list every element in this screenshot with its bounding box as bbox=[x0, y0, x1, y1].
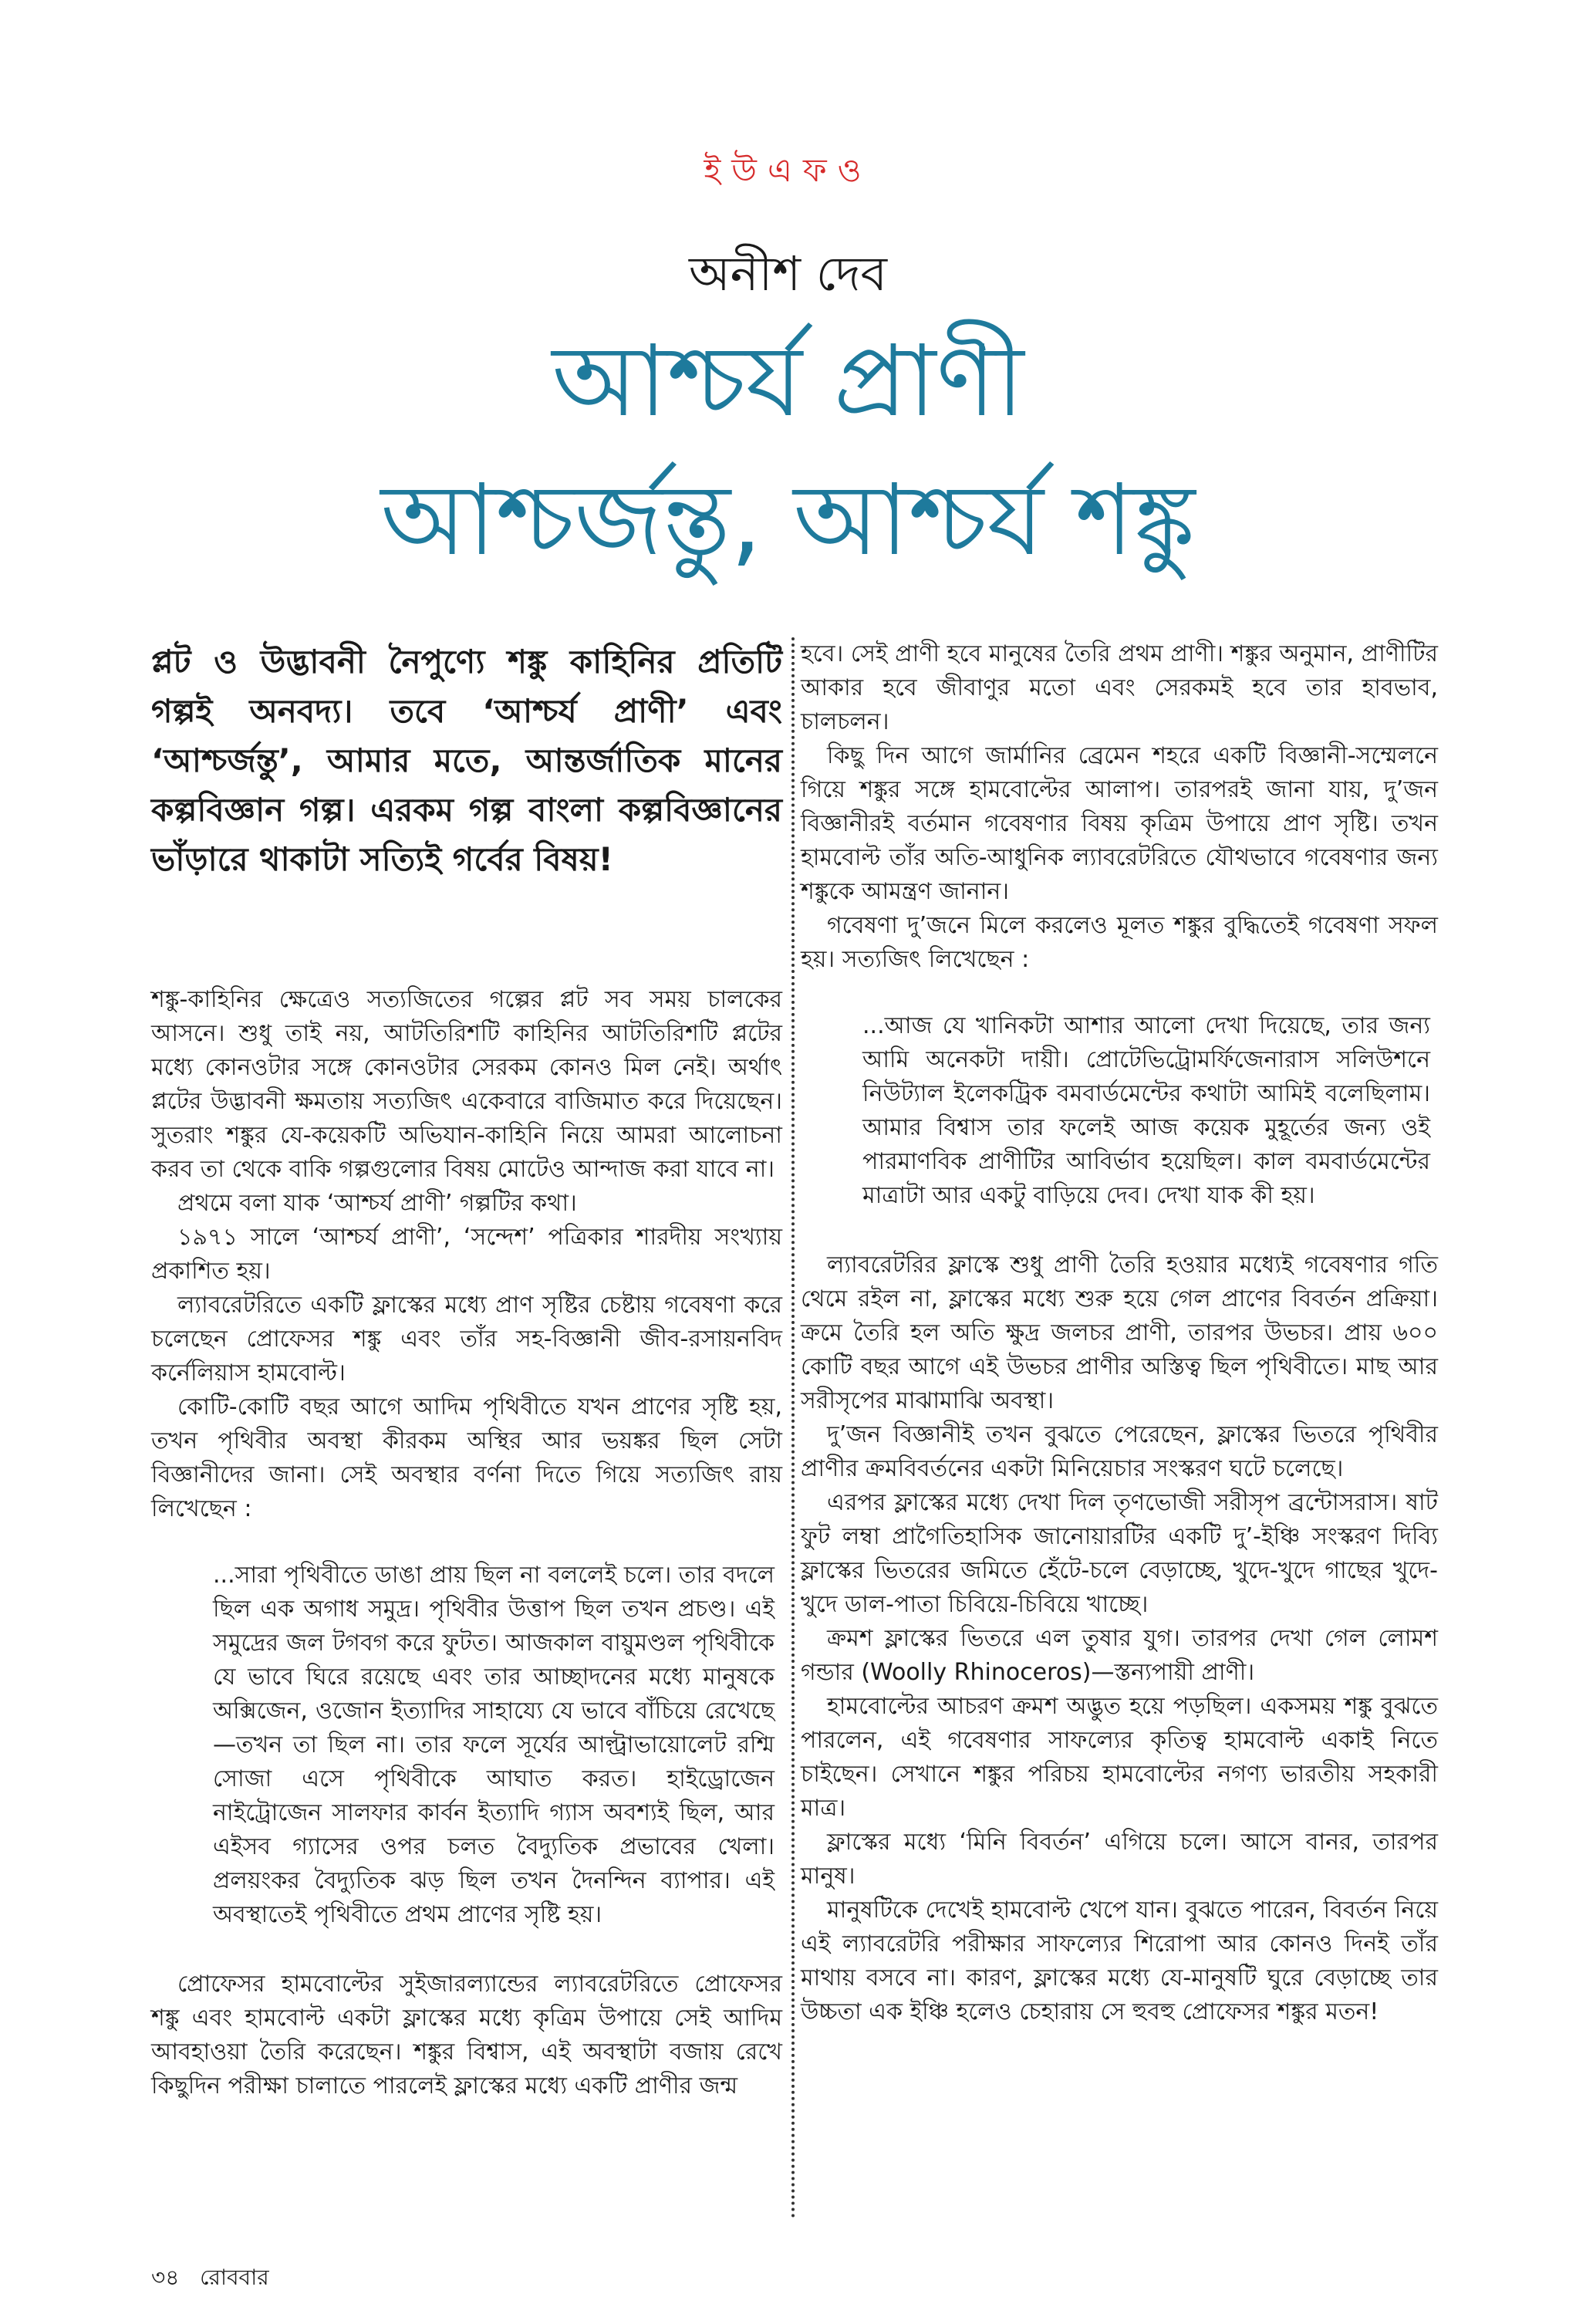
article-title-line2: আশ্চর্জন্তু, আশ্চর্য শঙ্কু bbox=[380, 463, 1196, 578]
right-column bbox=[801, 637, 1438, 2029]
block-quote: ...আজ যে খানিকটা আশার আলো দেখা দিয়েছে, তার জন্য আমি অনেকটা দায়ী। প্রোটেভিট্রোমর্ফিজেনারাস সলিউশনে নিউট্যাল ইলেকট্রিক বমবার্ডমেন্টের কথাটা আমিই বলেছিলাম। আমার বিশ্বাস তার ফলেই আজ কয়েক মুহূর্তের জন্য ওই পারমাণবিক প্রাণীটির আবির্ভাব হয়েছিল। কাল বমবার্ডমেন্টের মাত্রাটা আর একটু বাড়িয়ে দেব। দেখা যাক কী হয়। bbox=[862, 1012, 1430, 1209]
article-title-line1: আশ্চর্য প্রাণী bbox=[552, 324, 1024, 439]
left-column bbox=[151, 637, 782, 2103]
section-tag: ইউএফও bbox=[704, 151, 872, 189]
body-paragraph: হবে। সেই প্রাণী হবে মানুষের তৈরি প্রথম প্রাণী। শঙ্কুর অনুমান, প্রাণীটির আকার হবে জীবাণুর মতো এবং সেরকমই হবে তার হাবভাব, চালচলন। bbox=[801, 640, 1438, 735]
magazine-name: রোববার bbox=[200, 2265, 269, 2290]
column-divider bbox=[791, 637, 795, 2219]
body-paragraph: ফ্লাস্কের মধ্যে ‘মিনি বিবর্তন’ এগিয়ে চলে। আসে বানর, তারপর মানুষ। bbox=[801, 1829, 1438, 1890]
author-name: অনীশ দেব bbox=[688, 245, 888, 302]
body-paragraph: ক্রমশ ফ্লাস্কের ভিতরে এল তুষার যুগ। তারপর দেখা গেল লোমশ গন্ডার (Woolly Rhinoceros)—স্তন্যপায়ী প্রাণী। bbox=[801, 1625, 1438, 1686]
body-paragraph: এরপর ফ্লাস্কের মধ্যে দেখা দিল তৃণভোজী সরীসৃপ ব্রন্টোসরাস। ষাট ফুট লম্বা প্রাগৈতিহাসিক জানোয়ারটির একটি দু’-ইঞ্চি সংস্করণ দিব্যি ফ্লাস্কের ভিতরের জমিতে হেঁটে-চলে বেড়াচ্ছে, খুদে-খুদে গাছের খুদে-খুদে ডাল-পাতা চিবিয়ে-চিবিয়ে খাচ্ছে। bbox=[801, 1489, 1438, 1618]
body-paragraph: ল্যাবরেটরির ফ্লাস্কে শুধু প্রাণী তৈরি হওয়ার মধ্যেই গবেষণার গতি থেমে রইল না, ফ্লাস্কের মধ্যে শুরু হয়ে গেল প্রাণের বিবর্তন প্রক্রিয়া। ক্রমে তৈরি হল অতি ক্ষুদ্র জলচর প্রাণী, তারপর উভচর। প্রায় ৬০০ কোটি বছর আগে এই উভচর প্রাণীর অস্তিত্ব ছিল পৃথিবীতে। মাছ আর সরীসৃপের মাঝামাঝি অবস্থা। bbox=[801, 1252, 1438, 1414]
body-paragraph: প্রোফেসর হামবোল্টের সুইজারল্যান্ডের ল্যাবরেটরিতে প্রোফেসর শঙ্কু এবং হামবোল্ট একটা ফ্লাস্কের মধ্যে কৃত্রিম উপায়ে সেই আদিম আবহাওয়া তৈরি করেছেন। শঙ্কুর বিশ্বাস, এই অবস্থাটা বজায় রেখে কিছুদিন পরীক্ষা চালাতে পারলেই ফ্লাস্কের মধ্যে একটি প্রাণীর জন্ম bbox=[151, 1971, 782, 2099]
body-paragraph: হামবোল্টের আচরণ ক্রমশ অদ্ভুত হয়ে পড়ছিল। একসময় শঙ্কু বুঝতে পারলেন, এই গবেষণার সাফল্যের কৃতিত্ব হামবোল্ট একাই নিতে চাইছেন। সেখানে শঙ্কুর পরিচয় হামবোল্টের নগণ্য ভারতীয় সহকারী মাত্র। bbox=[801, 1693, 1438, 1822]
intro-blurb: প্লট ও উদ্ভাবনী নৈপুণ্যে শঙ্কু কাহিনির প্রতিটি গল্পই অনবদ্য। তবে ‘আশ্চর্য প্রাণী’ এবং ‘আশ্চর্জন্তু’, আমার মতে, আন্তর্জাতিক মানের কল্পবিজ্ঞান গল্প। এরকম গল্প বাংলা কল্পবিজ্ঞানের ভাঁড়ারে থাকাটা সত্যিই গর্বের বিষয়! bbox=[151, 643, 782, 878]
body-paragraph: কোটি-কোটি বছর আগে আদিম পৃথিবীতে যখন প্রাণের সৃষ্টি হয়, তখন পৃথিবীর অবস্থা কীরকম অস্থির আর ভয়ঙ্কর ছিল সেটা বিজ্ঞানীদের জানা। সেই অবস্থার বর্ণনা দিতে গিয়ে সত্যজিৎ রায় লিখেছেন : bbox=[151, 1393, 782, 1522]
body-paragraph: ১৯৭১ সালে ‘আশ্চর্য প্রাণী’, ‘সন্দেশ’ পত্রিকার শারদীয় সংখ্যায় প্রকাশিত হয়। bbox=[151, 1224, 782, 1285]
body-paragraph: মানুষটিকে দেখেই হামবোল্ট খেপে যান। বুঝতে পারেন, বিবর্তন নিয়ে এই ল্যাবরেটরি পরীক্ষার সাফল্যের শিরোপা আর কোনও দিনই তাঁর মাথায় বসবে না। কারণ, ফ্লাস্কের মধ্যে যে-মানুষটি ঘুরে বেড়াচ্ছে তার উচ্চতা এক ইঞ্চি হলেও চেহারায় সে হুবহু প্রোফেসর শঙ্কুর মতন! bbox=[801, 1897, 1438, 2025]
body-paragraph: শঙ্কু-কাহিনির ক্ষেত্রেও সত্যজিতের গল্পের প্লট সব সময় চালকের আসনে। শুধু তাই নয়, আটতিরিশটি কাহিনির আটতিরিশটি প্লটের মধ্যে কোনওটার সঙ্গে কোনওটার সেরকম কোনও মিল নেই। অর্থাৎ প্লটের উদ্ভাবনী ক্ষমতায় সত্যজিৎ একেবারে বাজিমাত করে দিয়েছেন। সুতরাং শঙ্কুর যে-কয়েকটি অভিযান-কাহিনি নিয়ে আমরা আলোচনা করব তা থেকে বাকি গল্পগুলোর বিষয় মোটেও আন্দাজ করা যাবে না। bbox=[151, 986, 782, 1183]
block-quote: ...সারা পৃথিবীতে ডাঙা প্রায় ছিল না বললেই চলে। তার বদলে ছিল এক অগাধ সমুদ্র। পৃথিবীর উত্তাপ ছিল তখন প্রচণ্ড। এই সমুদ্রের জল টগবগ করে ফুটত। আজকাল বায়ুমণ্ডল পৃথিবীকে যে ভাবে ঘিরে রয়েছে এবং তার আচ্ছাদনের মধ্যে মানুষকে অক্সিজেন, ওজোন ইত্যাদির সাহায্যে যে ভাবে বাঁচিয়ে রেখেছে—তখন তা ছিল না। তার ফলে সূর্যের আল্ট্রাভায়োলেট রশ্মি সোজা এসে পৃথিবীকে আঘাত করত। হাইড্রোজেন নাইট্রোজেন সালফার কার্বন ইত্যাদি গ্যাস অবশ্যই ছিল, আর এইসব গ্যাসের ওপর চলত বৈদ্যুতিক প্রভাবের খেলা। প্রলয়ংকর বৈদ্যুতিক ঝড় ছিল তখন দৈনন্দিন ব্যাপার। এই অবস্থাতেই পৃথিবীতে প্রথম প্রাণের সৃষ্টি হয়। bbox=[213, 1562, 775, 1928]
body-paragraph: দু’জন বিজ্ঞানীই তখন বুঝতে পেরেছেন, ফ্লাস্কের ভিতরে পৃথিবীর প্রাণীর ক্রমবিবর্তনের একটা মিনিয়েচার সংস্করণ ঘটে চলেছে। bbox=[801, 1421, 1438, 1482]
body-paragraph: গবেষণা দু’জনে মিলে করলেও মূলত শঙ্কুর বুদ্ধিতেই গবেষণা সফল হয়। সত্যজিৎ লিখেছেন : bbox=[801, 912, 1438, 973]
body-paragraph: কিছু দিন আগে জার্মানির ব্রেমেন শহরে একটি বিজ্ঞানী-সম্মেলনে গিয়ে শঙ্কুর সঙ্গে হামবোল্টের আলাপ। তারপরই জানা যায়, দু’জন বিজ্ঞানীরই বর্তমান গবেষণার বিষয় কৃত্রিম উপায়ে প্রাণ সৃষ্টি। তখন হামবোল্ট তাঁর অতি-আধুনিক ল্যাবরেটরিতে যৌথভাবে গবেষণার জন্য শঙ্কুকে আমন্ত্রণ জানান। bbox=[801, 742, 1438, 905]
page-footer bbox=[151, 2261, 269, 2297]
body-paragraph: প্রথমে বলা যাক ‘আশ্চর্য প্রাণী’ গল্পটির কথা। bbox=[177, 1190, 577, 1217]
page-number: ৩৪ bbox=[151, 2265, 180, 2290]
body-paragraph: ল্যাবরেটরিতে একটি ফ্লাস্কের মধ্যে প্রাণ সৃষ্টির চেষ্টায় গবেষণা করে চলেছেন প্রোফেসর শঙ্কু এবং তাঁর সহ-বিজ্ঞানী জীব-রসায়নবিদ কর্নেলিয়াস হামবোল্ট। bbox=[151, 1292, 782, 1387]
